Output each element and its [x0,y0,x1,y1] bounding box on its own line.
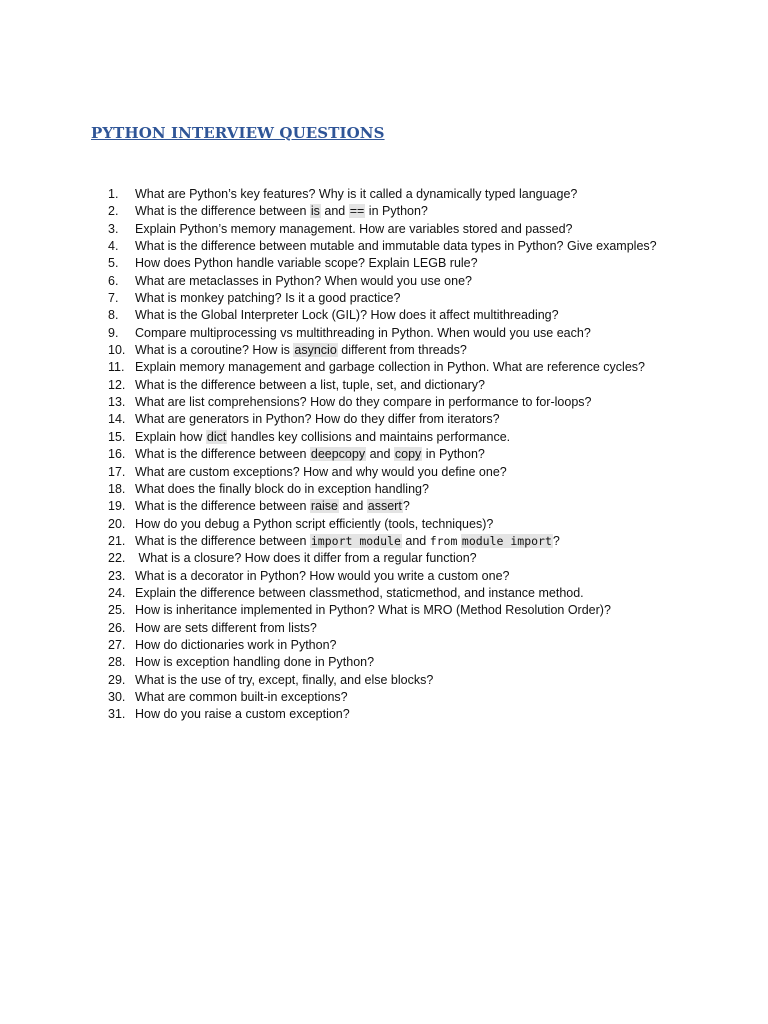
question-text-segment: and [338,499,367,514]
question-item [108,498,728,515]
question-text-segment: What are common built-in exceptions? [135,689,348,704]
question-number: 26. [108,620,126,635]
question-text [135,359,645,376]
question-item [108,186,728,203]
question-text [135,689,348,706]
question-text [135,411,500,428]
question-text-segment: What are metaclasses in Python? When would you use one? [135,273,472,288]
question-item [108,706,728,723]
question-number: 9. [108,325,119,340]
question-item [108,550,728,567]
question-text [135,481,429,498]
question-number: 24. [108,585,126,600]
question-number: 22. [108,551,126,566]
question-text [135,255,478,272]
question-number: 11. [108,360,125,375]
question-number: 4. [108,239,119,254]
inline-code: copy [394,447,422,462]
question-text-segment: What is the difference between [135,204,310,219]
question-text-segment: What are list comprehensions? How do they compare in performance to for-loops? [135,395,592,410]
question-number: 19. [108,499,126,514]
question-item [108,203,728,220]
question-text [135,464,507,481]
question-item [108,325,728,342]
question-number: 20. [108,516,126,531]
question-item [108,273,728,290]
question-text-segment: ? [552,533,560,548]
question-number: 12. [108,377,126,392]
question-text-segment: different from threads? [337,343,467,358]
question-number: 18. [108,481,126,496]
question-item [108,568,728,585]
question-text-segment: What is a closure? How does it differ from a regular function? [135,551,477,566]
question-item [108,377,728,394]
question-text [135,342,467,359]
inline-code: module import [461,533,552,548]
question-number: 27. [108,637,126,652]
question-text-segment: What is the difference between [135,499,310,514]
question-item [108,359,728,376]
question-number: 30. [108,689,126,704]
question-item [108,516,728,533]
question-text-segment: Explain memory management and garbage collection in Python. What are reference cycles? [135,360,645,375]
question-text-segment: Explain Python’s memory management. How are variables stored and passed? [135,221,573,236]
question-text-segment: handles key collisions and maintains performance. [227,429,511,444]
question-text-segment: How are sets different from lists? [135,620,317,635]
question-text [135,221,573,238]
question-item [108,307,728,324]
question-text [135,568,510,585]
question-item [108,221,728,238]
question-number: 10. [108,343,126,358]
question-text-segment: What is the Global Interpreter Lock (GIL)? How does it affect multithreading? [135,308,559,323]
question-text [135,377,485,394]
question-number: 8. [108,308,119,323]
question-text [135,238,657,255]
inline-code: deepcopy [310,447,366,462]
question-text-segment: and [366,447,394,462]
question-text-segment: What is the use of try, except, finally, and else blocks? [135,672,434,687]
inline-code: == [349,204,365,219]
question-number: 2. [108,204,119,219]
question-text [135,290,400,307]
question-number: 1. [108,187,119,201]
question-item [108,290,728,307]
question-text-segment: What is the difference between [135,533,310,548]
question-text [135,516,493,533]
question-text-segment: What is the difference between a list, tuple, set, and dictionary? [135,377,485,392]
question-item [108,654,728,671]
question-text-segment: What is the difference between [135,447,310,462]
inline-code: asyncio [294,343,337,358]
question-item [108,255,728,272]
question-item [108,637,728,654]
question-text-segment: How does Python handle variable scope? Explain LEGB rule? [135,256,478,271]
question-text-segment: How do you raise a custom exception? [135,707,350,722]
question-number: 17. [108,464,126,479]
question-text-segment: How is exception handling done in Python? [135,655,375,670]
question-text-segment: and [320,204,349,219]
question-item [108,481,728,498]
question-text-segment: Compare multiprocessing vs multithreading in Python. When would you use each? [135,325,591,340]
question-item [108,238,728,255]
question-text [135,672,433,689]
question-text-segment: from [429,533,458,548]
question-text [135,602,611,619]
question-text-segment: What is monkey patching? Is it a good practice? [135,291,401,306]
question-item [108,602,728,619]
question-item [108,620,728,637]
document-title: PYTHON INTERVIEW QUESTIONS [91,124,385,142]
question-text-segment: and [401,533,430,548]
question-number: 29. [108,672,126,687]
question-text [135,203,428,220]
inline-code: import module [310,533,401,548]
question-text [135,533,560,550]
question-text [135,429,510,446]
question-text [135,585,584,602]
question-text [135,186,577,203]
question-number: 14. [108,412,126,427]
question-list [108,186,728,724]
question-number: 16. [108,447,126,462]
question-text [135,637,337,654]
question-number: 23. [108,568,126,583]
question-number: 5. [108,256,119,271]
question-text-segment: ? [402,499,410,514]
question-item [108,446,728,463]
question-text-segment: in Python? [365,204,428,219]
question-number: 31. [108,707,126,722]
question-number: 25. [108,603,126,618]
question-text-segment: Explain the difference between classmethod, staticmethod, and instance method. [135,585,584,600]
question-item [108,689,728,706]
question-item [108,585,728,602]
question-number: 3. [108,221,119,236]
question-text [135,498,410,515]
question-text [135,550,477,567]
question-number: 21. [108,533,126,548]
question-text [135,307,559,324]
question-item [108,411,728,428]
question-number: 15. [108,429,126,444]
question-text-segment: What are custom exceptions? How and why would you define one? [135,464,507,479]
question-text-segment: What is a decorator in Python? How would you write a custom one? [135,568,510,583]
question-text-segment: How is inheritance implemented in Python? What is MRO (Method Resolution Order)? [135,603,611,618]
question-text-segment: How do you debug a Python script efficiently (tools, techniques)? [135,516,494,531]
question-text [135,654,374,671]
question-item [108,464,728,481]
question-item [108,429,728,446]
question-text [135,446,485,463]
question-text-segment: What does the finally block do in exception handling? [135,481,429,496]
question-text [135,273,472,290]
inline-code: dict [206,429,227,444]
question-item [108,672,728,689]
inline-code: assert [367,499,402,514]
question-number: 13. [108,395,126,410]
question-item [108,533,728,550]
question-text [135,325,591,342]
question-text [135,394,591,411]
inline-code: raise [310,499,338,514]
question-text-segment: What are generators in Python? How do they differ from iterators? [135,412,500,427]
question-number: 6. [108,273,119,288]
question-text-segment: What is a coroutine? How is [135,343,294,358]
question-text-segment: Explain how [135,429,206,444]
question-number: 28. [108,655,126,670]
question-number: 7. [108,291,119,306]
question-item [108,342,728,359]
question-text [135,706,350,723]
question-text-segment: What is the difference between mutable and immutable data types in Python? Give examples? [135,239,657,254]
inline-code: is [310,204,320,219]
question-text-segment: What are Python’s key features? Why is it called a dynamically typed language? [135,187,578,201]
question-item [108,394,728,411]
question-text [135,620,317,637]
question-text-segment: How do dictionaries work in Python? [135,637,337,652]
question-text-segment: in Python? [422,447,485,462]
